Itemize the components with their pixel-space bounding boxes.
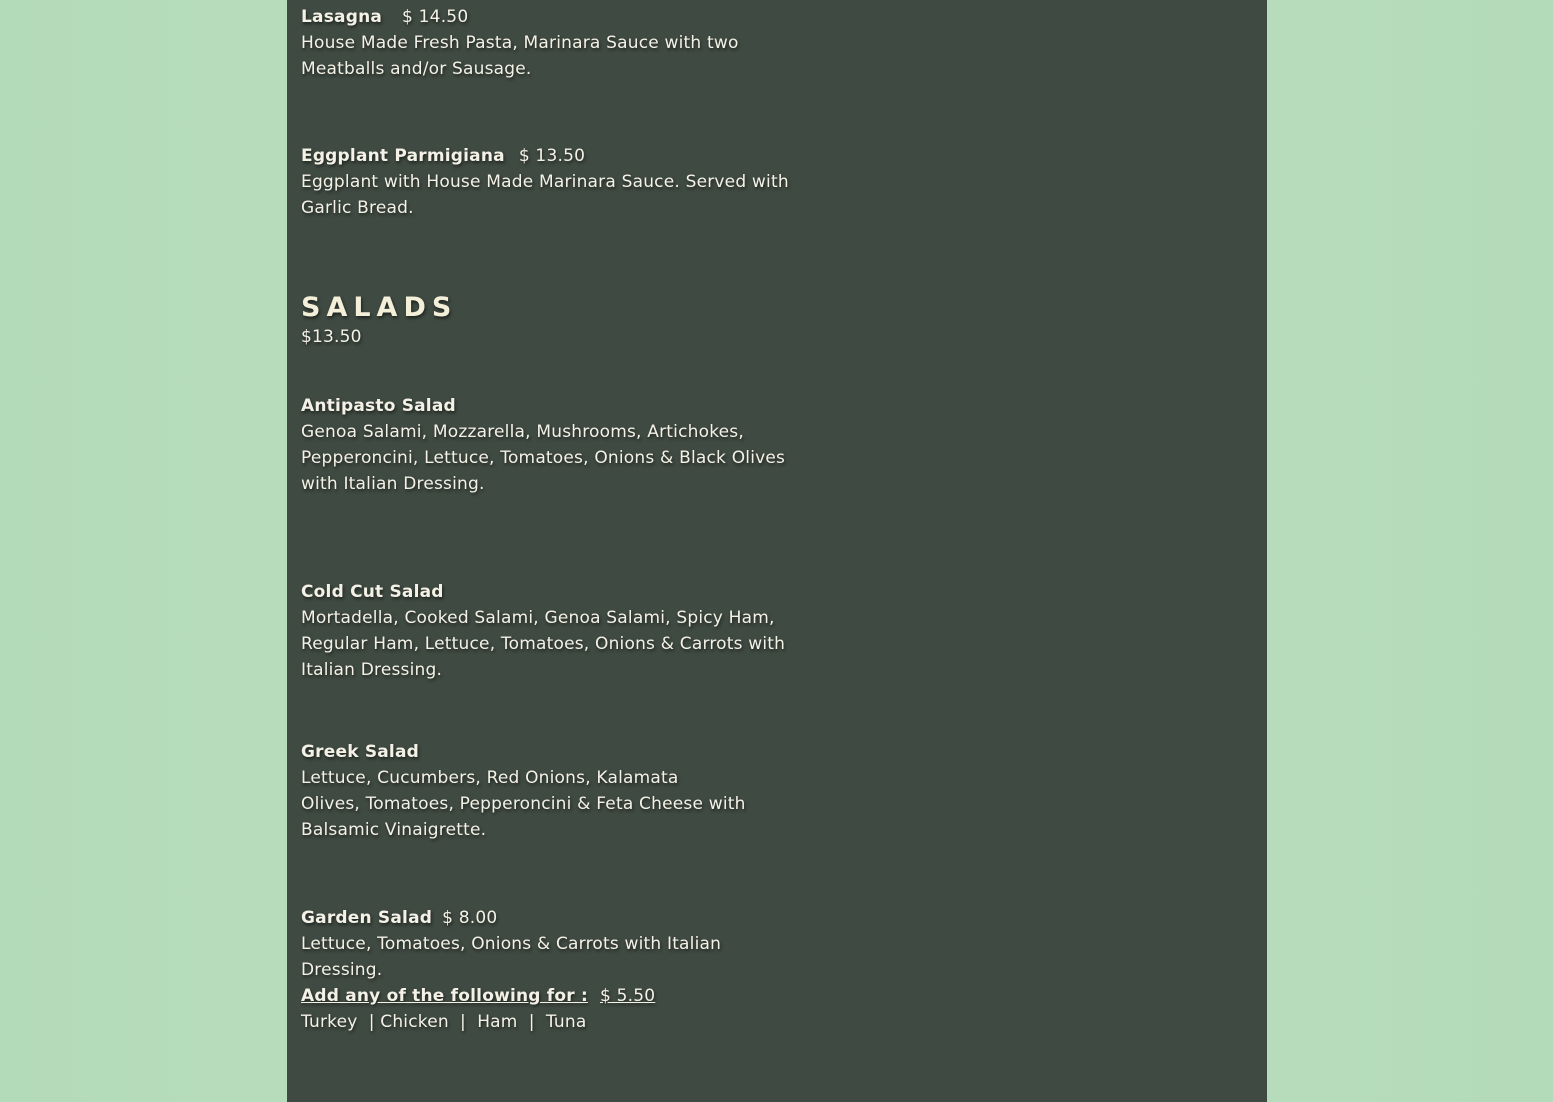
- item-price: $ 13.50: [518, 146, 586, 166]
- item-description: Mortadella, Cooked Salami, Genoa Salami, Spicy Ham,: [301, 608, 775, 628]
- item-description: Olives, Tomatoes, Pepperoncini & Feta Cheese with: [301, 794, 746, 814]
- addon-label: Add any of the following for :: [301, 986, 588, 1006]
- item-description: Lettuce, Cucumbers, Red Onions, Kalamata: [301, 768, 679, 788]
- addon-options: Turkey | Chicken | Ham | Tuna: [301, 1012, 587, 1032]
- item-name: Eggplant Parmigiana: [301, 146, 505, 166]
- item-description: Italian Dressing.: [301, 660, 443, 680]
- item-description: House Made Fresh Pasta, Marinara Sauce with two: [301, 33, 739, 53]
- item-description: Regular Ham, Lettuce, Tomatoes, Onions & Carrots with: [301, 634, 786, 654]
- menu-item-lasagna: [301, 4, 468, 30]
- menu-item-greek: [301, 739, 419, 765]
- addon-price: $ 5.50: [599, 986, 656, 1006]
- item-price: $ 8.00: [442, 908, 498, 928]
- item-description: Dressing.: [301, 960, 383, 980]
- item-name: Garden Salad: [301, 908, 433, 928]
- menu-item-garden: [301, 905, 497, 931]
- item-name: Lasagna: [301, 7, 383, 27]
- item-description: Garlic Bread.: [301, 198, 414, 218]
- section-price: $13.50: [301, 327, 362, 347]
- item-price: $ 14.50: [402, 7, 469, 27]
- item-description: with Italian Dressing.: [301, 474, 485, 494]
- item-name: Greek Salad: [301, 742, 420, 762]
- section-title-salads: SALADS: [301, 292, 458, 323]
- menu-panel: [287, 0, 1267, 1102]
- item-description: Balsamic Vinaigrette.: [301, 820, 487, 840]
- menu-item-cold-cut: [301, 579, 444, 605]
- item-name: Cold Cut Salad: [301, 582, 444, 602]
- menu-item-eggplant: [301, 143, 585, 169]
- item-name: Antipasto Salad: [301, 396, 456, 416]
- item-description: Pepperoncini, Lettuce, Tomatoes, Onions & Black Olives: [301, 448, 786, 468]
- menu-item-antipasto: [301, 393, 456, 419]
- addon-offer: [301, 983, 655, 1009]
- item-description: Lettuce, Tomatoes, Onions & Carrots with Italian: [301, 934, 722, 954]
- item-description: Meatballs and/or Sausage.: [301, 59, 532, 79]
- item-description: Genoa Salami, Mozzarella, Mushrooms, Artichokes,: [301, 422, 744, 442]
- item-description: Eggplant with House Made Marinara Sauce. Served with: [301, 172, 789, 192]
